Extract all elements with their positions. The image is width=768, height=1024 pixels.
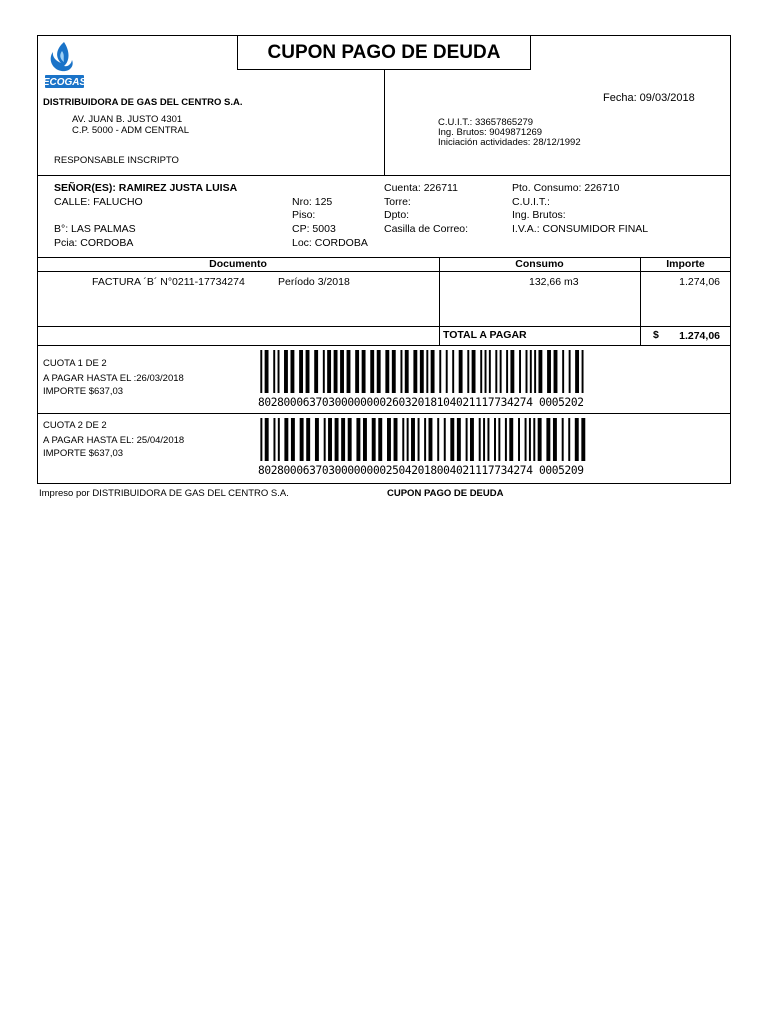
cuota-2-barcode-number: 8028000637030000000025042018004021117734274 0005209 (258, 464, 584, 477)
customer-casilla: Casilla de Correo: (384, 223, 469, 235)
barcode-bar (444, 418, 446, 461)
cuota-2-amount: IMPORTE $637,03 (43, 448, 124, 459)
barcode-bar (530, 350, 532, 393)
total-value: 1.274,06 (679, 330, 720, 342)
barcode-bar (407, 418, 409, 461)
customer-name: SEÑOR(ES): RAMIREZ JUSTA LUISA (54, 182, 238, 194)
ecogas-logo (42, 39, 87, 91)
barcode-bar (411, 418, 415, 461)
barcode-bar (538, 350, 542, 393)
barcode-bar (509, 418, 513, 461)
cuota-2-barcode (256, 418, 601, 461)
barcode-bar (340, 350, 344, 393)
barcode-bars (256, 350, 601, 393)
barcode-bar (450, 418, 454, 461)
customer-piso: Piso: (292, 209, 316, 221)
cuota-1-due: A PAGAR HASTA EL :26/03/2018 (43, 373, 184, 384)
barcode-bar (405, 350, 409, 393)
company-inicio: Iniciación actividades: 28/12/1992 (438, 137, 581, 148)
cuota-1-barcode (256, 350, 601, 393)
barcode-bars (256, 418, 601, 461)
barcode-bar (582, 350, 584, 393)
barcode-bar (265, 418, 269, 461)
barcode-bar (446, 350, 448, 393)
barcode-bar (300, 418, 304, 461)
barcode-bar (377, 350, 381, 393)
barcode-bar (372, 418, 376, 461)
footer-printed-by: Impreso por DISTRIBUIDORA DE GAS DEL CENTRO S.A. (39, 488, 289, 499)
barcode-bar (575, 418, 579, 461)
customer-cuit: C.U.I.T.: (512, 196, 550, 208)
barcode-bar (284, 350, 288, 393)
barcode-bar (437, 418, 439, 461)
barcode-bar (505, 418, 507, 461)
customer-iva: I.V.A.: CONSUMIDOR FINAL (512, 223, 649, 235)
total-currency: $ (653, 329, 659, 341)
barcode-bar (472, 350, 476, 393)
barcode-bar (494, 418, 496, 461)
customer-nro: Nro: 125 (292, 196, 333, 208)
barcode-bar (518, 418, 520, 461)
barcode-bar (394, 418, 398, 461)
footer-title: CUPON PAGO DE DEUDA (387, 488, 504, 499)
header-consumo: Consumo (515, 258, 564, 270)
barcode-bar (385, 350, 389, 393)
barcode-bar (480, 350, 482, 393)
barcode-bar (291, 418, 295, 461)
barcode-bar (348, 418, 352, 461)
barcode-bar (581, 418, 585, 461)
barcode-bar (260, 418, 262, 461)
barcode-bar (362, 350, 366, 393)
company-ing-brutos: Ing. Brutos: 9049871269 (438, 127, 543, 138)
barcode-bar (554, 350, 558, 393)
row-importe: 1.274,06 (679, 276, 720, 288)
barcode-bar (452, 350, 454, 393)
barcode-bar (500, 350, 502, 393)
barcode-bar (278, 418, 280, 461)
barcode-bar (418, 418, 420, 461)
installment-divider (37, 413, 731, 414)
cuota-1-label: CUOTA 1 DE 2 (43, 358, 107, 369)
barcode-bar (519, 350, 521, 393)
barcode-bar (533, 418, 535, 461)
barcode-bar (273, 350, 275, 393)
barcode-bar (562, 350, 564, 393)
barcode-bar (327, 350, 331, 393)
barcode-bar (538, 418, 542, 461)
table-total-line (37, 326, 731, 327)
barcode-bar (334, 350, 338, 393)
issue-date: Fecha: 09/03/2018 (603, 92, 695, 104)
row-documento: FACTURA ´B´ N°0211-17734274 (92, 276, 245, 288)
barcode-bar (459, 350, 463, 393)
barcode-bar (387, 418, 391, 461)
barcode-bar (526, 350, 528, 393)
barcode-bar (306, 418, 310, 461)
barcode-bar (510, 350, 514, 393)
barcode-bar (424, 418, 426, 461)
customer-dpto: Dpto: (384, 209, 410, 221)
barcode-bar (278, 350, 280, 393)
header-documento: Documento (209, 258, 267, 270)
company-name: DISTRIBUIDORA DE GAS DEL CENTRO S.A. (43, 97, 243, 108)
barcode-bar (413, 350, 417, 393)
barcode-bar (370, 350, 374, 393)
flame-icon (42, 39, 87, 91)
barcode-bar (420, 350, 424, 393)
barcode-bar (529, 418, 531, 461)
barcode-bar (363, 418, 367, 461)
barcode-bar (498, 418, 500, 461)
barcode-bar (323, 350, 325, 393)
table-bottom-line (37, 345, 731, 346)
barcode-bar (356, 418, 360, 461)
barcode-bar (485, 350, 487, 393)
barcode-bar (525, 418, 527, 461)
barcode-bar (431, 350, 435, 393)
cuota-2-label: CUOTA 2 DE 2 (43, 420, 107, 431)
barcode-bar (355, 350, 359, 393)
barcode-bar (426, 350, 428, 393)
barcode-bar (569, 350, 571, 393)
barcode-bar (335, 418, 339, 461)
barcode-bar (575, 350, 579, 393)
barcode-bar (265, 350, 269, 393)
barcode-bar (341, 418, 345, 461)
customer-cp: CP: 5003 (292, 223, 336, 235)
customer-barrio: B°: LAS PALMAS (54, 223, 136, 235)
barcode-bar (260, 350, 262, 393)
company-address-line2: C.P. 5000 - ADM CENTRAL (72, 125, 190, 136)
barcode-bar (328, 418, 332, 461)
barcode-bar (439, 350, 441, 393)
customer-cuenta: Cuenta: 226711 (384, 182, 458, 194)
total-label: TOTAL A PAGAR (443, 329, 527, 341)
barcode-bar (429, 418, 433, 461)
barcode-bar (506, 350, 508, 393)
barcode-bar (306, 350, 310, 393)
barcode-bar (495, 350, 497, 393)
title-box (237, 35, 531, 70)
company-cuit: C.U.I.T.: 33657865279 (438, 117, 534, 128)
table-col-divider-2 (640, 257, 641, 345)
barcode-bar (378, 418, 382, 461)
barcode-bar (562, 418, 564, 461)
customer-pto-consumo: Pto. Consumo: 226710 (512, 182, 620, 194)
barcode-bar (470, 418, 474, 461)
barcode-bar (553, 418, 557, 461)
barcode-bar (546, 418, 550, 461)
company-tax-status: RESPONSABLE INSCRIPTO (54, 155, 179, 166)
table-col-divider-1 (439, 257, 440, 345)
barcode-bar (402, 418, 404, 461)
barcode-bar (487, 418, 489, 461)
header-divider (384, 70, 385, 175)
cuota-1-amount: IMPORTE $637,03 (43, 386, 124, 397)
barcode-bar (299, 350, 303, 393)
barcode-bar (400, 350, 402, 393)
barcode-bar (479, 418, 481, 461)
barcode-bar (568, 418, 570, 461)
barcode-bar (483, 418, 485, 461)
page-title: CUPON PAGO DE DEUDA (267, 42, 501, 63)
barcode-bar (547, 350, 551, 393)
barcode-bar (466, 418, 468, 461)
barcode-bar (273, 418, 275, 461)
row-periodo: Período 3/2018 (278, 276, 350, 288)
customer-torre: Torre: (384, 196, 411, 208)
barcode-bar (314, 350, 318, 393)
header-bottom-line (37, 175, 731, 176)
barcode-bar (392, 350, 396, 393)
customer-loc: Loc: CORDOBA (292, 237, 368, 249)
barcode-bar (347, 350, 351, 393)
row-consumo: 132,66 m3 (529, 276, 579, 288)
barcode-bar (284, 418, 288, 461)
barcode-bar (534, 350, 536, 393)
barcode-bar (324, 418, 326, 461)
customer-ing-brutos: Ing. Brutos: (512, 209, 566, 221)
barcode-bar (489, 350, 491, 393)
customer-pcia: Pcia: CORDOBA (54, 237, 134, 249)
table-header-line (37, 271, 731, 272)
logo-text: ECOGAS (42, 77, 87, 88)
cuota-2-due: A PAGAR HASTA EL: 25/04/2018 (43, 435, 185, 446)
barcode-bar (467, 350, 469, 393)
cuota-1-barcode-number: 8028000637030000000026032018104021117734274 0005202 (258, 396, 584, 409)
barcode-bar (291, 350, 295, 393)
company-address-line1: AV. JUAN B. JUSTO 4301 (72, 114, 183, 125)
customer-calle: CALLE: FALUCHO (54, 196, 143, 208)
header-importe: Importe (666, 258, 705, 270)
barcode-bar (457, 418, 461, 461)
barcode-bar (315, 418, 319, 461)
